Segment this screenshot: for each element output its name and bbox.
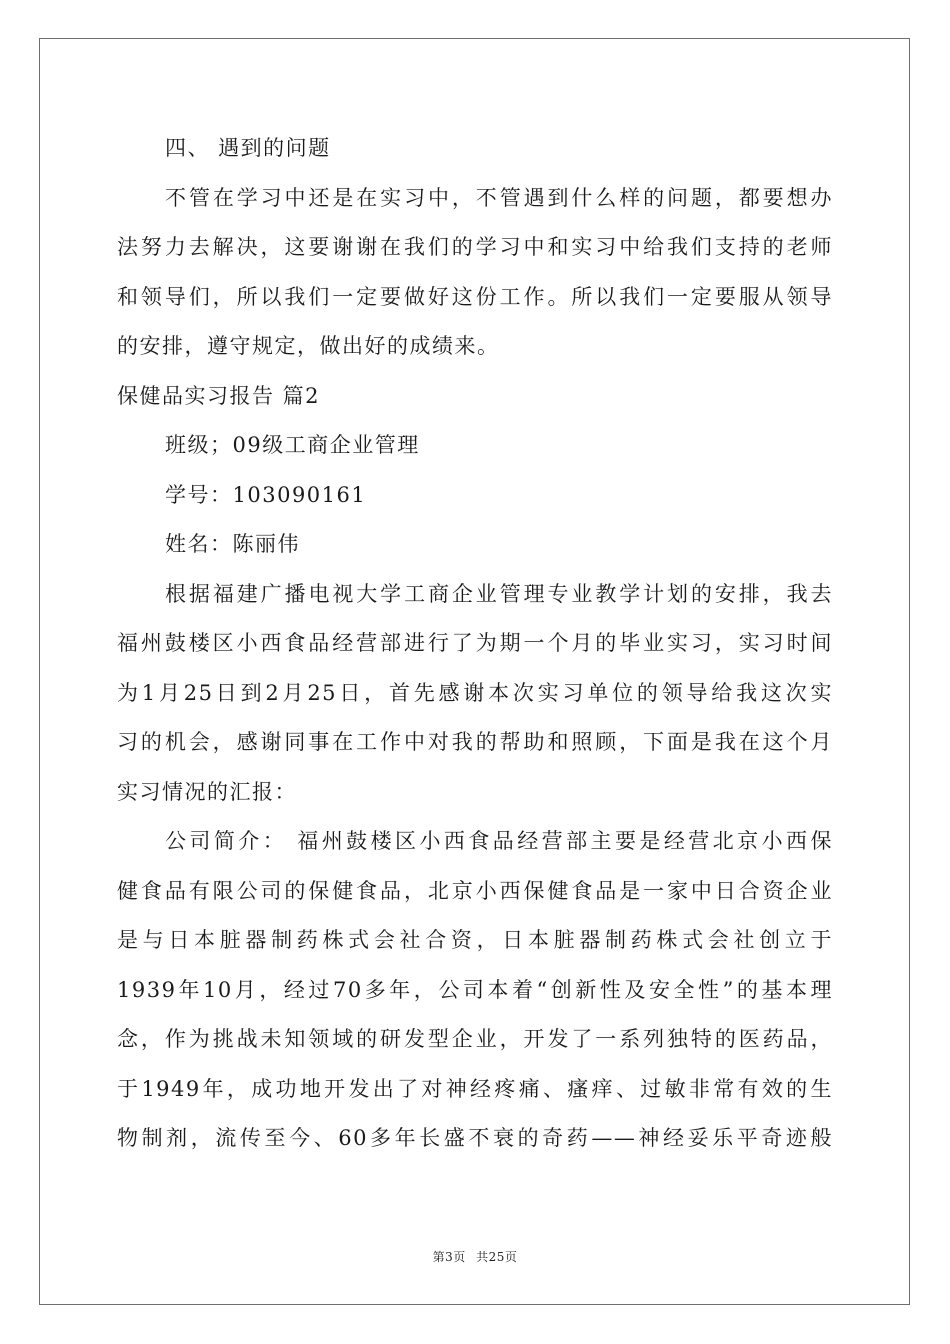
page-footer (0, 1248, 950, 1265)
section-heading: 四、 遇到的问题 (165, 136, 331, 160)
paragraph-line: 1939年10月，经过70多年，公司本着“创新性及安全性”的基本理 (117, 977, 833, 1002)
paragraph-line: 法努力去解决，这要谢谢在我们的学习中和实习中给我们支持的老师 (117, 235, 833, 259)
paragraph-line: 公司简介： 福州鼓楼区小西食品经营部主要是经营北京小西保 (165, 829, 833, 853)
paragraph-line: 健食品有限公司的保健食品，北京小西保健食品是一家中日合资企业 (117, 878, 833, 903)
paragraph-line: 福州鼓楼区小西食品经营部进行了为期一个月的毕业实习，实习时间 (117, 631, 833, 655)
paragraph-line: 于1949年，成功地开发出了对神经疼痛、瘙痒、过敏非常有效的生 (117, 1076, 833, 1101)
page-number: 第3页 (432, 1250, 466, 1264)
name-field: 姓名：陈丽伟 (165, 532, 300, 556)
paragraph-line: 的安排，遵守规定，做出好的成绩来。 (117, 334, 500, 358)
student-id-field: 学号：103090161 (165, 482, 367, 507)
class-field: 班级；09级工商企业管理 (165, 433, 420, 457)
paragraph-line: 为1月25日到2月25日，首先感谢本次实习单位的领导给我这次实 (117, 680, 833, 705)
paragraph-line: 习的机会，感谢同事在工作中对我的帮助和照顾，下面是我在这个月 (117, 730, 833, 754)
paragraph-line: 根据福建广播电视大学工商企业管理专业教学计划的安排，我去 (165, 581, 833, 606)
document-body (117, 124, 833, 1164)
paragraph-line: 实习情况的汇报： (117, 779, 297, 804)
paragraph-line: 不管在学习中还是在实习中，不管遇到什么样的问题，都要想办 (165, 185, 833, 210)
paragraph-line: 念，作为挑战未知领域的研发型企业，开发了一系列独特的医药品， (117, 1027, 833, 1051)
page-total: 共25页 (476, 1250, 518, 1264)
paragraph-line: 物制剂，流传至今、60多年长盛不衰的奇药——神经妥乐平奇迹般 (117, 1126, 833, 1150)
paragraph-line: 是与日本脏器制药株式会社合资，日本脏器制药株式会社创立于 (117, 928, 833, 952)
article-title: 保健品实习报告 篇2 (117, 383, 321, 408)
paragraph-line: 和领导们，所以我们一定要做好这份工作。所以我们一定要服从领导 (117, 284, 833, 309)
